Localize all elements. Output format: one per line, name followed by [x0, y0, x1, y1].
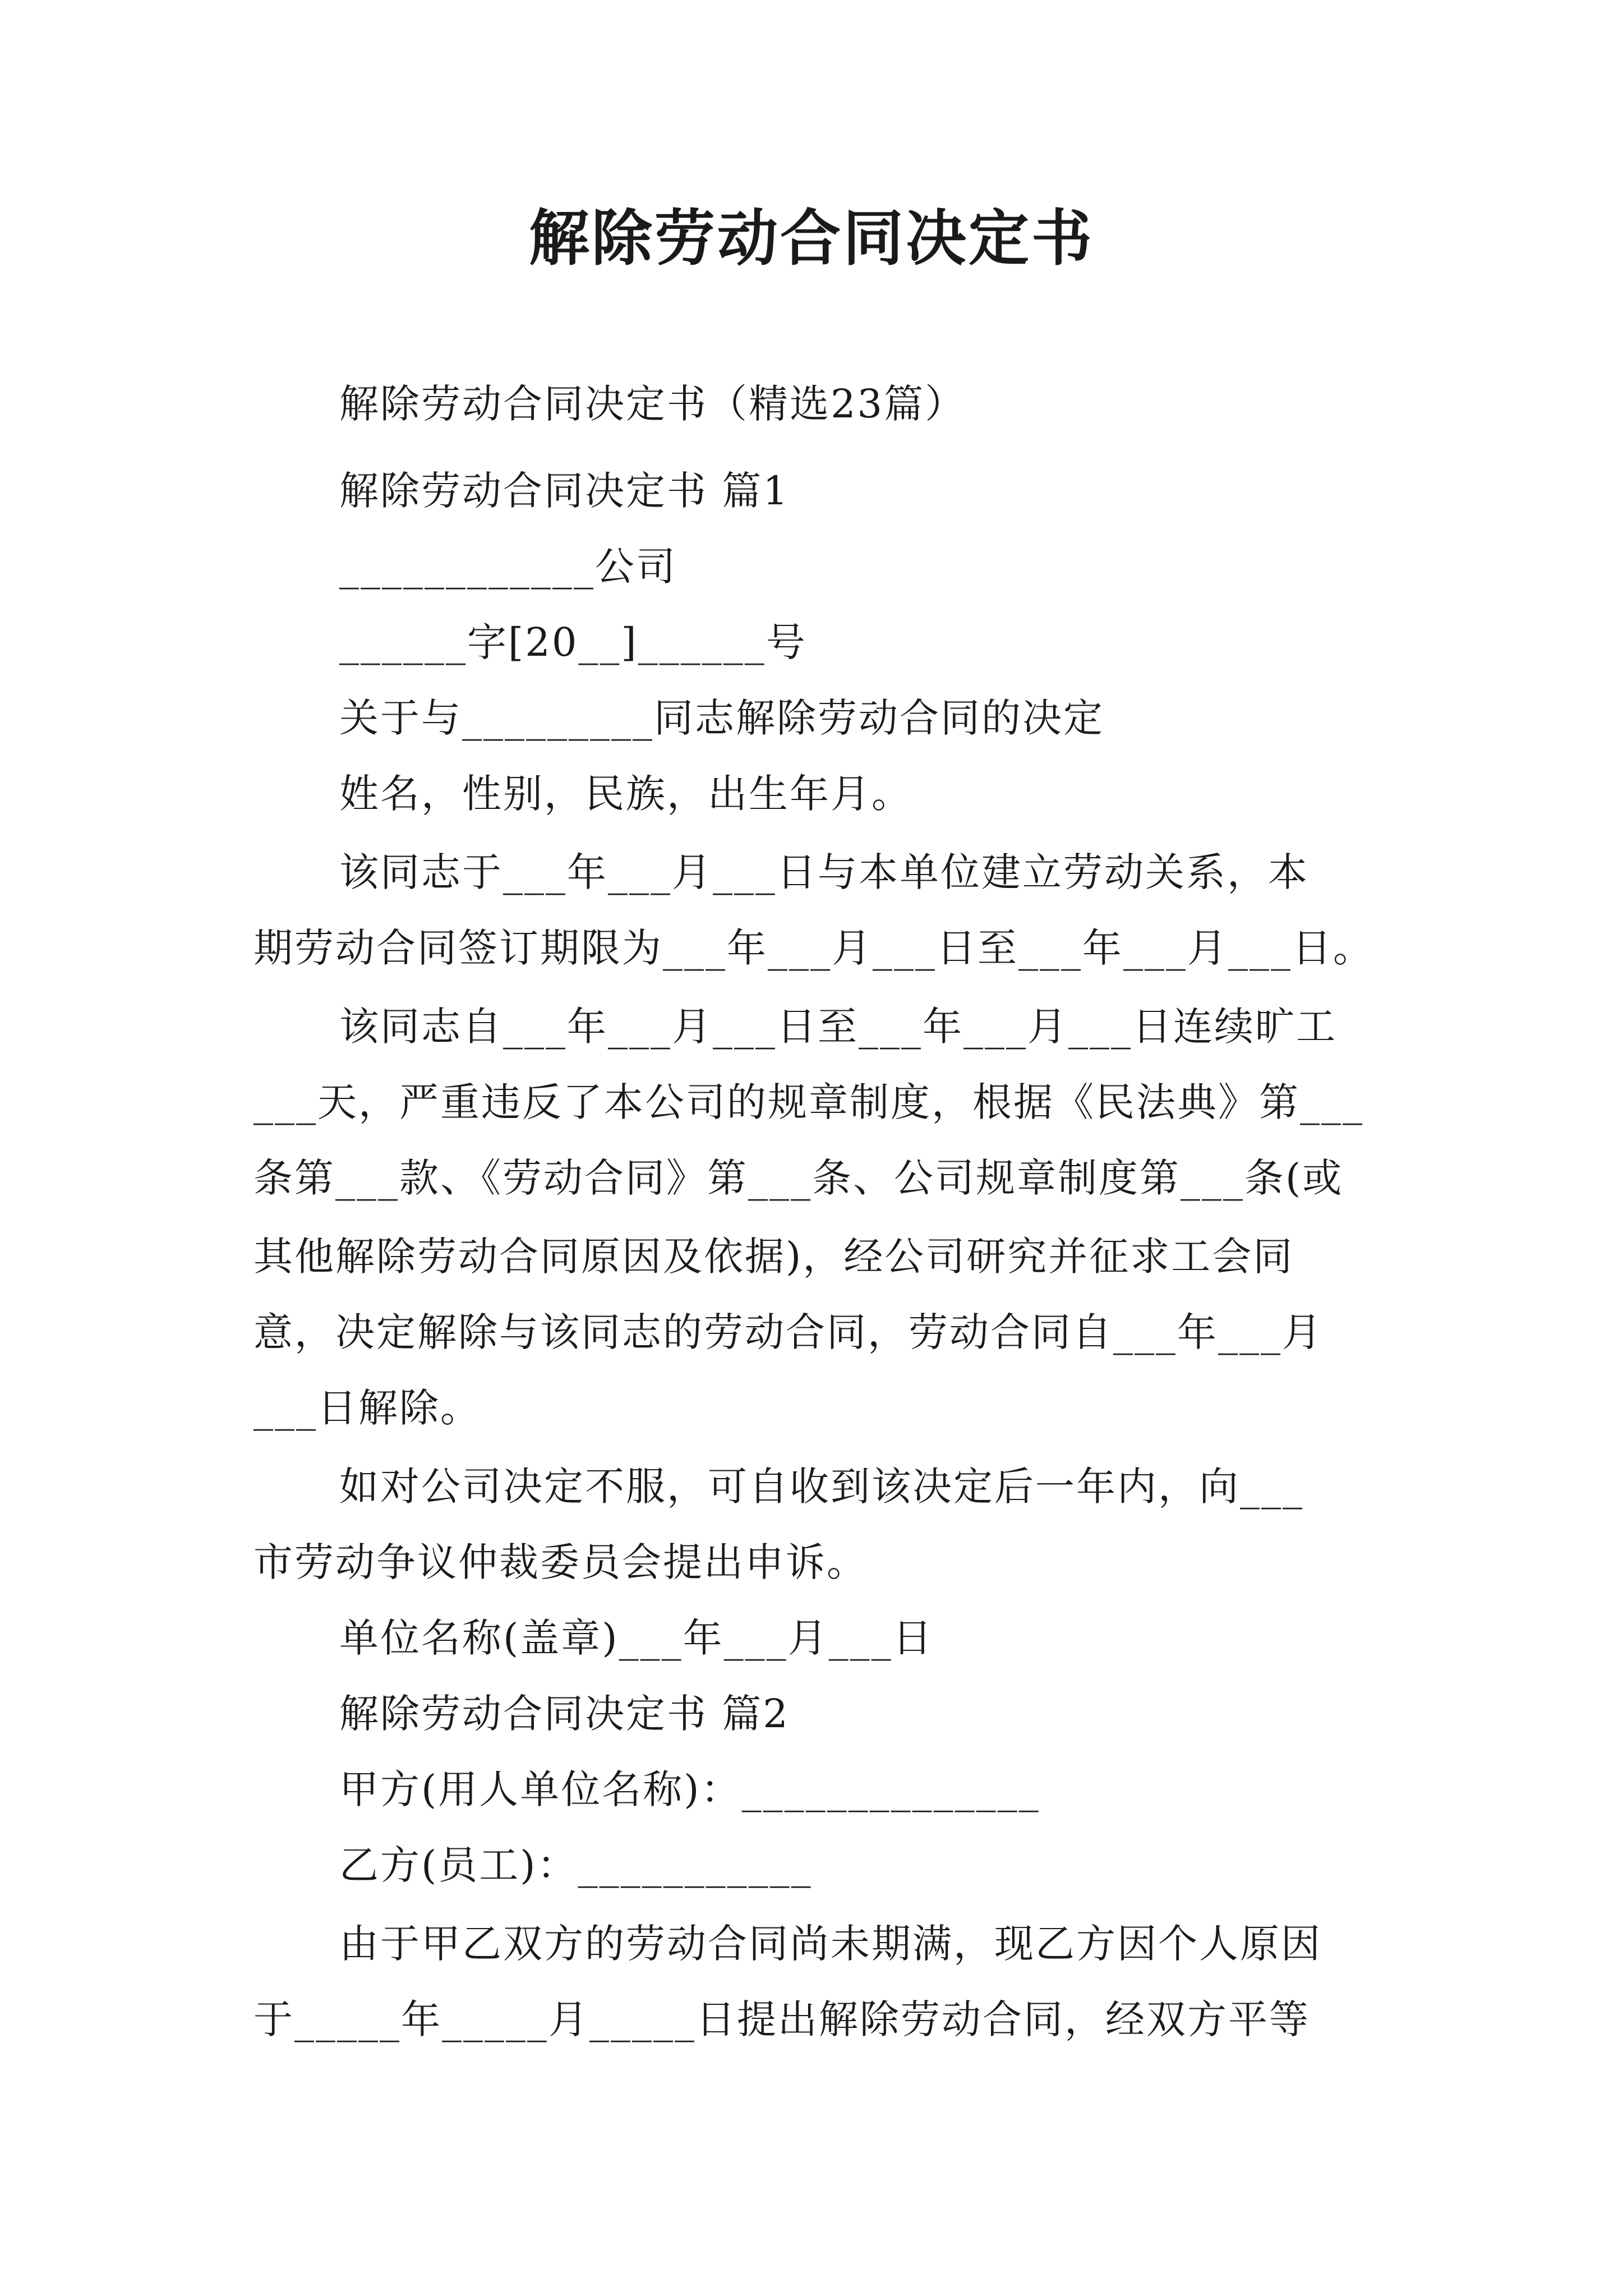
paragraph-text: 该同志于___年___月___日与本单位建立劳动关系，本 — [339, 849, 1309, 895]
party-b-line: 乙方(员工)：___________ — [339, 1842, 813, 1888]
paragraph-text: 该同志自___年___月___日至___年___月___日连续旷工 — [339, 1004, 1337, 1050]
paragraph-text: 市劳动争议仲裁委员会提出申诉。 — [253, 1539, 868, 1585]
paragraph-text: ___天，严重违反了本公司的规章制度，根据《民法典》第___ — [253, 1079, 1364, 1125]
party-a-line: 甲方(用人单位名称)：______________ — [339, 1766, 1040, 1812]
paragraph-text: 条第___款、《劳动合同》第___条、公司规章制度第___条(或 — [253, 1155, 1344, 1201]
section-heading-2: 解除劳动合同决定书 篇2 — [339, 1691, 790, 1737]
paragraph-text: 如对公司决定不服，可自收到该决定后一年内，向___ — [339, 1464, 1304, 1510]
paragraph-text: 意，决定解除与该同志的劳动合同，劳动合同自___年___月 — [253, 1309, 1323, 1355]
decision-subject-line: 关于与_________同志解除劳动合同的决定 — [339, 695, 1104, 741]
paragraph-text: 由于甲乙双方的劳动合同尚未期满，现乙方因个人原因 — [339, 1921, 1322, 1967]
paragraph-text: 其他解除劳动合同原因及依据)，经公司研究并征求工会同 — [253, 1234, 1294, 1280]
document-title: 解除劳动合同决定书 — [528, 203, 1094, 274]
paragraph-text: 期劳动合同签订期限为___年___月___日至___年___月___日。 — [253, 925, 1374, 971]
company-line: ____________公司 — [339, 544, 677, 590]
document-number-line: ______字[20__]______号 — [339, 619, 807, 665]
section-heading-1: 解除劳动合同决定书 篇1 — [339, 468, 790, 514]
subtitle-line: 解除劳动合同决定书（精选23篇） — [339, 381, 966, 427]
personal-info-line: 姓名，性别，民族，出生年月。 — [339, 771, 912, 817]
paragraph-text: 于_____年_____月_____日提出解除劳动合同，经双方平等 — [253, 1996, 1310, 2042]
signature-line: 单位名称(盖章)___年___月___日 — [339, 1615, 934, 1661]
paragraph-text: ___日解除。 — [253, 1385, 481, 1431]
